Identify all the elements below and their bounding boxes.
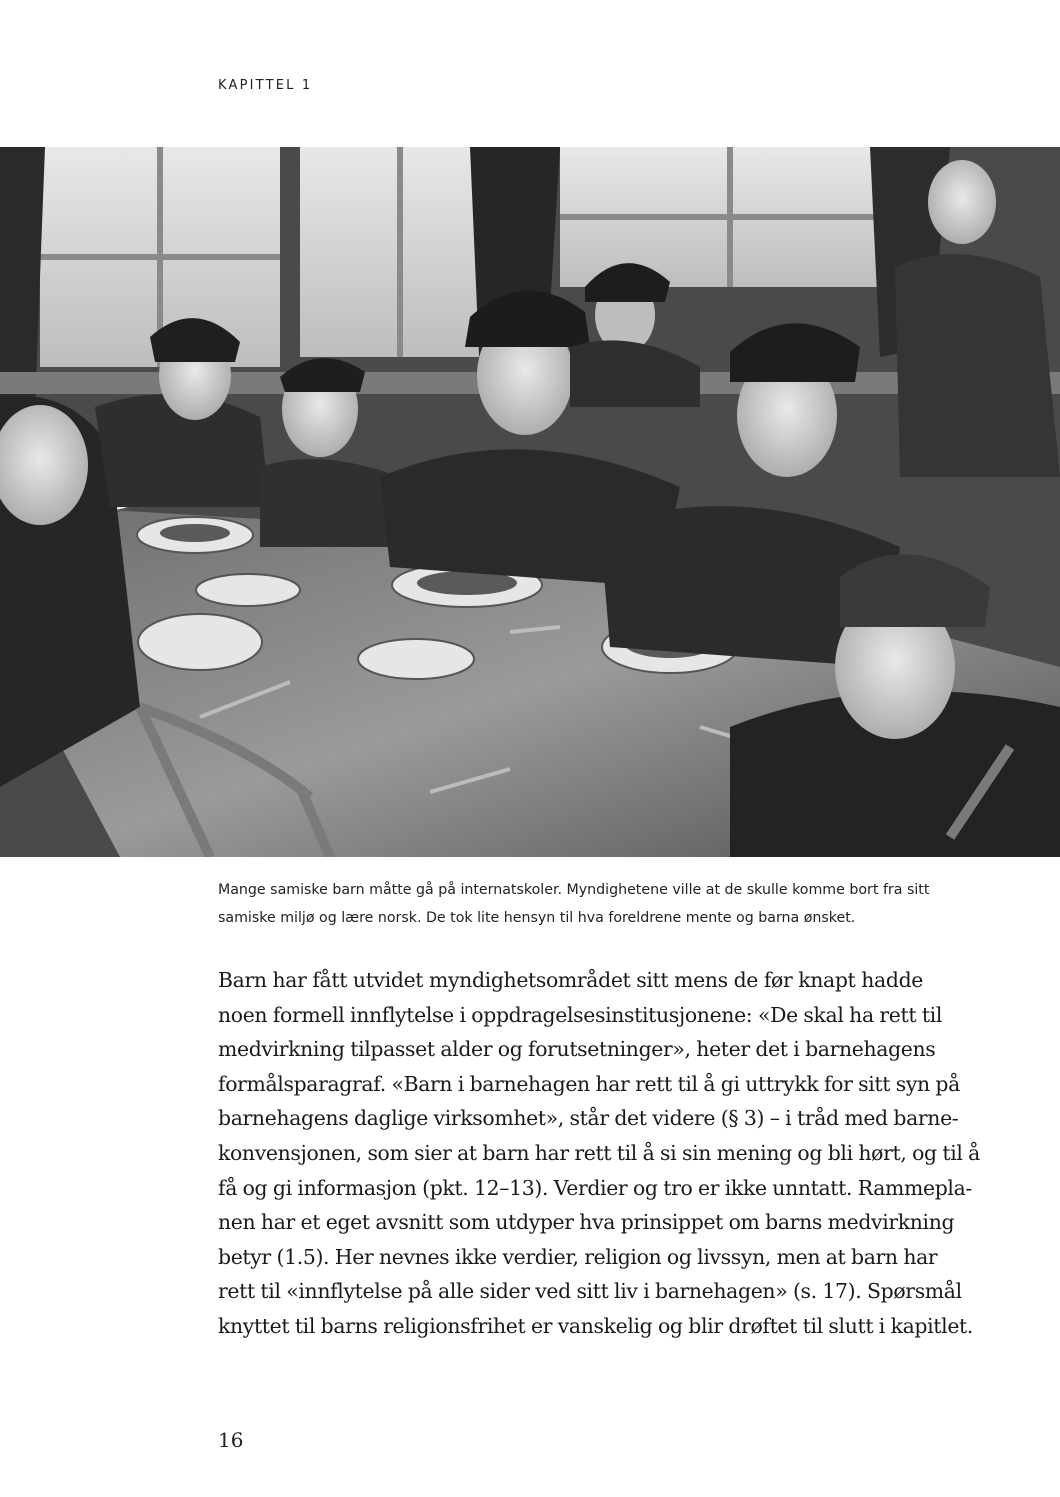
running-head: KAPITTEL 1 <box>218 78 313 93</box>
body-line: Barn har fått utvidet myndighetsområdet sitt mens de før knapt hadde <box>218 968 923 992</box>
body-line: barnehagens daglige virksomhet», står det videre (§ 3) – i tråd med barne- <box>218 1106 959 1131</box>
body-line: knyttet til barns religionsfrihet er vanskelig og blir drøftet til slutt i kapitlet. <box>218 1313 974 1338</box>
body-line: få og gi informasjon (pkt. 12–13). Verdier og tro er ikke unntatt. Rammepla- <box>218 1175 972 1200</box>
body-line: konvensjonen, som sier at barn har rett til å si sin mening og bli hørt, og til å <box>218 1140 980 1165</box>
caption-line: Mange samiske barn måtte gå på internatskoler. Myndighetene ville at de skulle komme bort fra sitt <box>218 882 930 898</box>
photo <box>0 147 1060 857</box>
body-line: rett til «innflytelse på alle sider ved sitt liv i barnehagen» (s. 17). Spørsmål <box>218 1279 962 1304</box>
body-line: betyr (1.5). Her nevnes ikke verdier, religion og livssyn, men at barn har <box>218 1244 938 1269</box>
photo-illustration <box>0 147 1060 857</box>
body-line: noen formell innflytelse i oppdragelsesinstitusjonene: «De skal ha rett til <box>218 1002 943 1027</box>
body-line: nen har et eget avsnitt som utdyper hva prinsippet om barns medvirkning <box>218 1210 955 1235</box>
body-line: medvirkning tilpasset alder og forutsetninger», heter det i barnehagens <box>218 1037 936 1062</box>
body-paragraph <box>218 963 980 1344</box>
caption-line: samiske miljø og lære norsk. De tok lite hensyn til hva foreldrene mente og barna ønsket. <box>218 910 856 926</box>
body-line: formålsparagraf. «Barn i barnehagen har rett til å gi uttrykk for sitt syn på <box>218 1071 960 1096</box>
page-number: 16 <box>218 1428 244 1452</box>
photo-caption <box>218 876 958 932</box>
